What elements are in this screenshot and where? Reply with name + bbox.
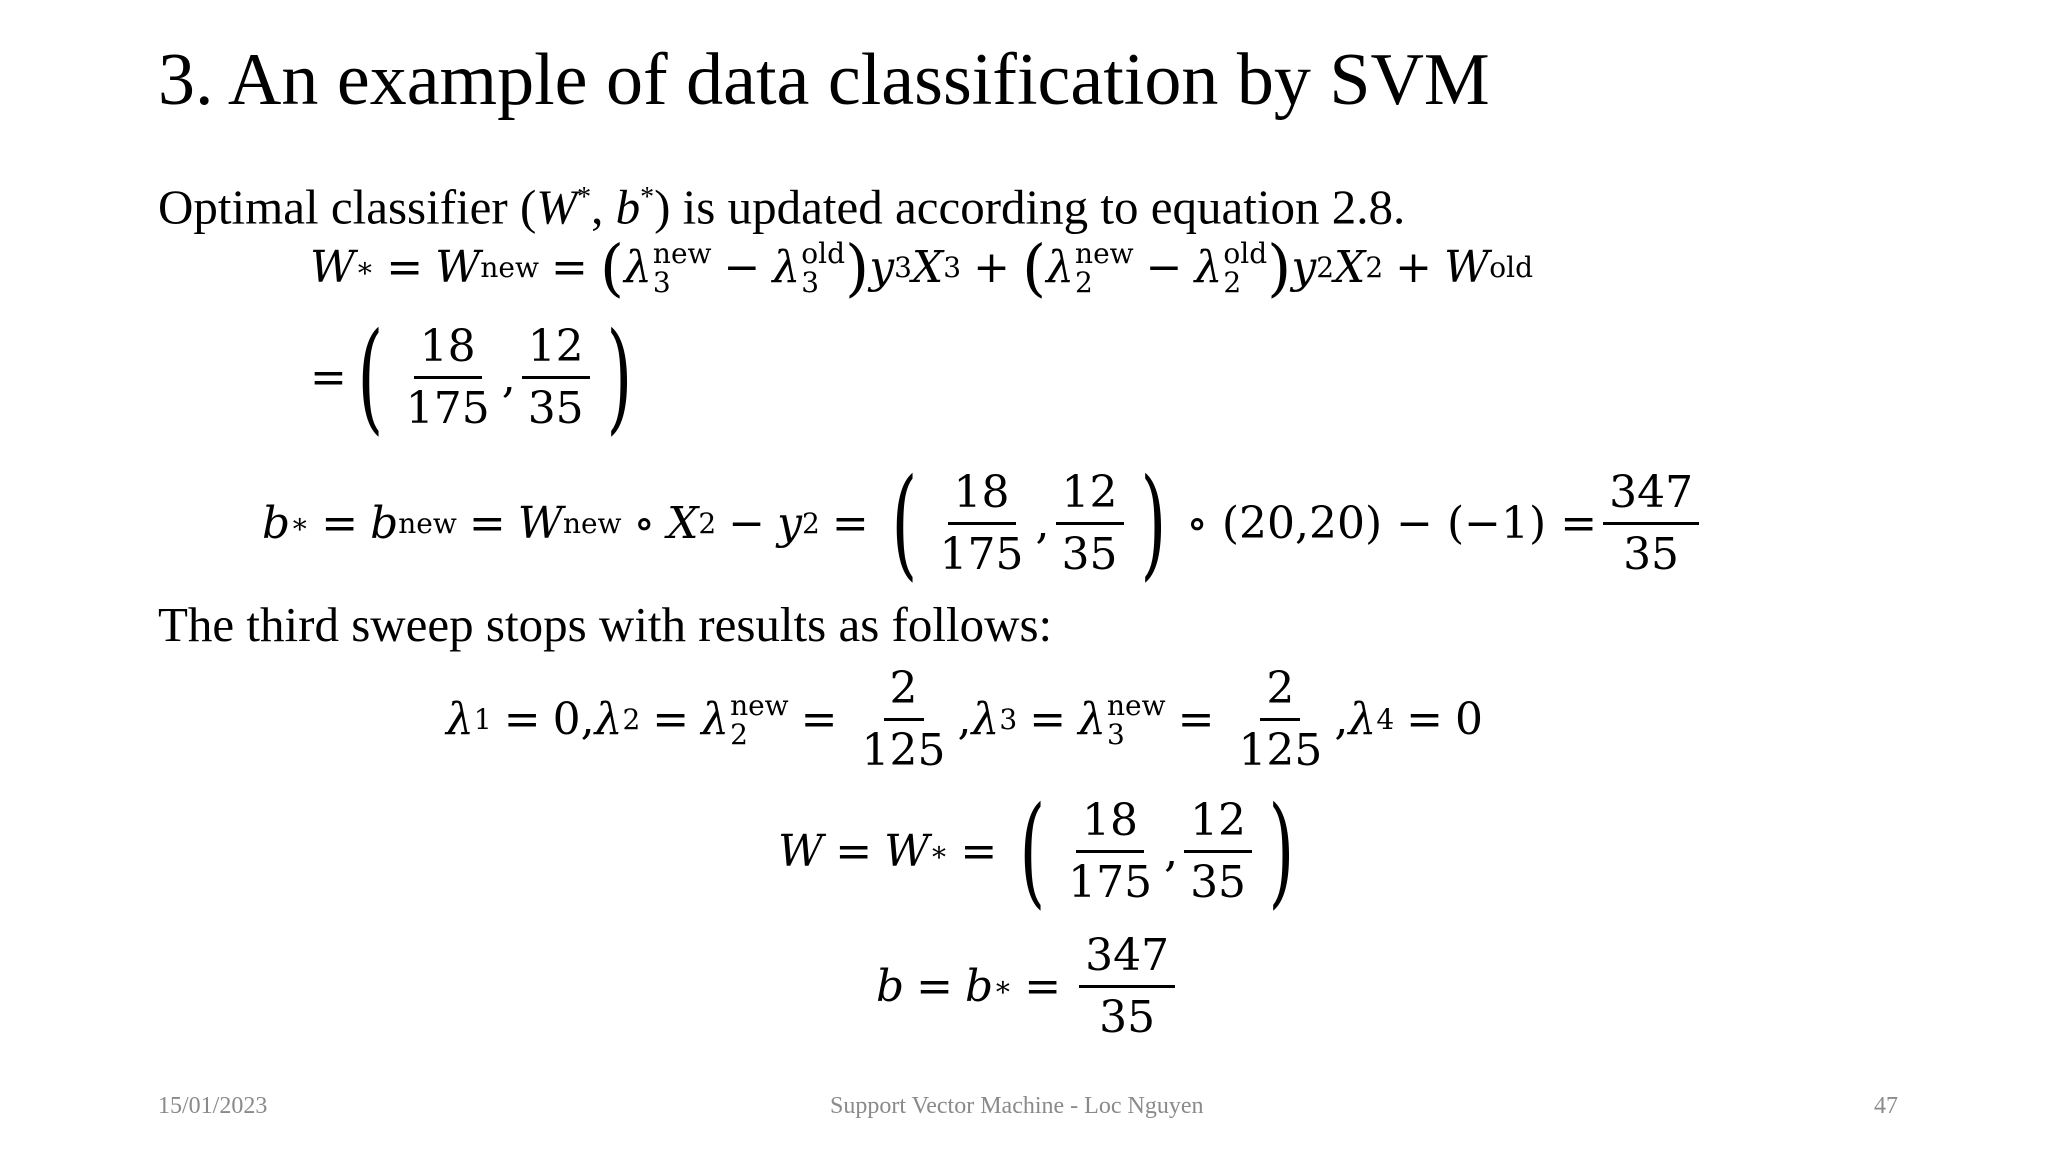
intro-W-star: * [577,182,592,213]
fraction: $\frac{18}{175}$ [1068,795,1153,908]
fraction: $\frac{18}{175}$ [939,467,1024,580]
equation-b-update: b ∗ = b new = W new ∘ X 2 − y 2 = ( $\frac{18}{175}$ , $\frac{12}{35}$ ) ∘ (20,20) − (−1) = $\frac{347}{35}$ [262,454,1705,594]
intro-comma: , [591,179,616,235]
sweep-line: The third sweep stops with results as follows: [158,597,1053,652]
slide-title: 3. An example of data classification by SVM [158,39,1490,121]
equation-w-update: W ∗ = W new = ( λ new 3 − λ old 3 ) y 3 X 3 + ( λ new 2 − λ old 2 ) y 2 X 2 + W old [310,231,1534,304]
equation-w-final: W = W ∗ = ( $\frac{18}{175}$ , $\frac{12}{35}$ ) [778,782,1295,921]
intro-suffix: ) is updated according to equation 2.8. [654,179,1406,235]
intro-line [158,168,1405,237]
footer-page-number: 47 [1874,1093,1898,1119]
intro-prefix: Optimal classifier ( [158,179,537,235]
fraction: $\frac{2}{125}$ [1238,663,1323,776]
footer-date: 15/01/2023 [158,1093,268,1119]
fraction: $\frac{2}{125}$ [861,663,946,776]
equation-b-final: b = b ∗ = $\frac{347}{35}$ [876,922,1181,1052]
intro-b-star: * [640,182,655,213]
intro-W: W [536,179,578,235]
fraction: $\frac{18}{175}$ [405,321,490,434]
equation-w-value: = ( $\frac{18}{175}$ , $\frac{12}{35}$ ) [310,308,632,447]
fraction: $\frac{12}{35}$ [1056,469,1124,579]
equation-lambdas: λ 1 = 0, λ 2 = λ new 2 = $\frac{2}{125}$ , λ 3 = λ new 3 = $\frac{2}{125}$ , λ 4 = 0 [446,663,1484,776]
fraction: $\frac{347}{35}$ [1603,469,1699,579]
fraction: $\frac{347}{35}$ [1079,932,1175,1042]
intro-b: b [615,179,641,235]
fraction: $\frac{12}{35}$ [522,323,590,433]
fraction: $\frac{12}{35}$ [1184,797,1252,907]
footer-title: Support Vector Machine - Loc Nguyen [830,1093,1204,1119]
